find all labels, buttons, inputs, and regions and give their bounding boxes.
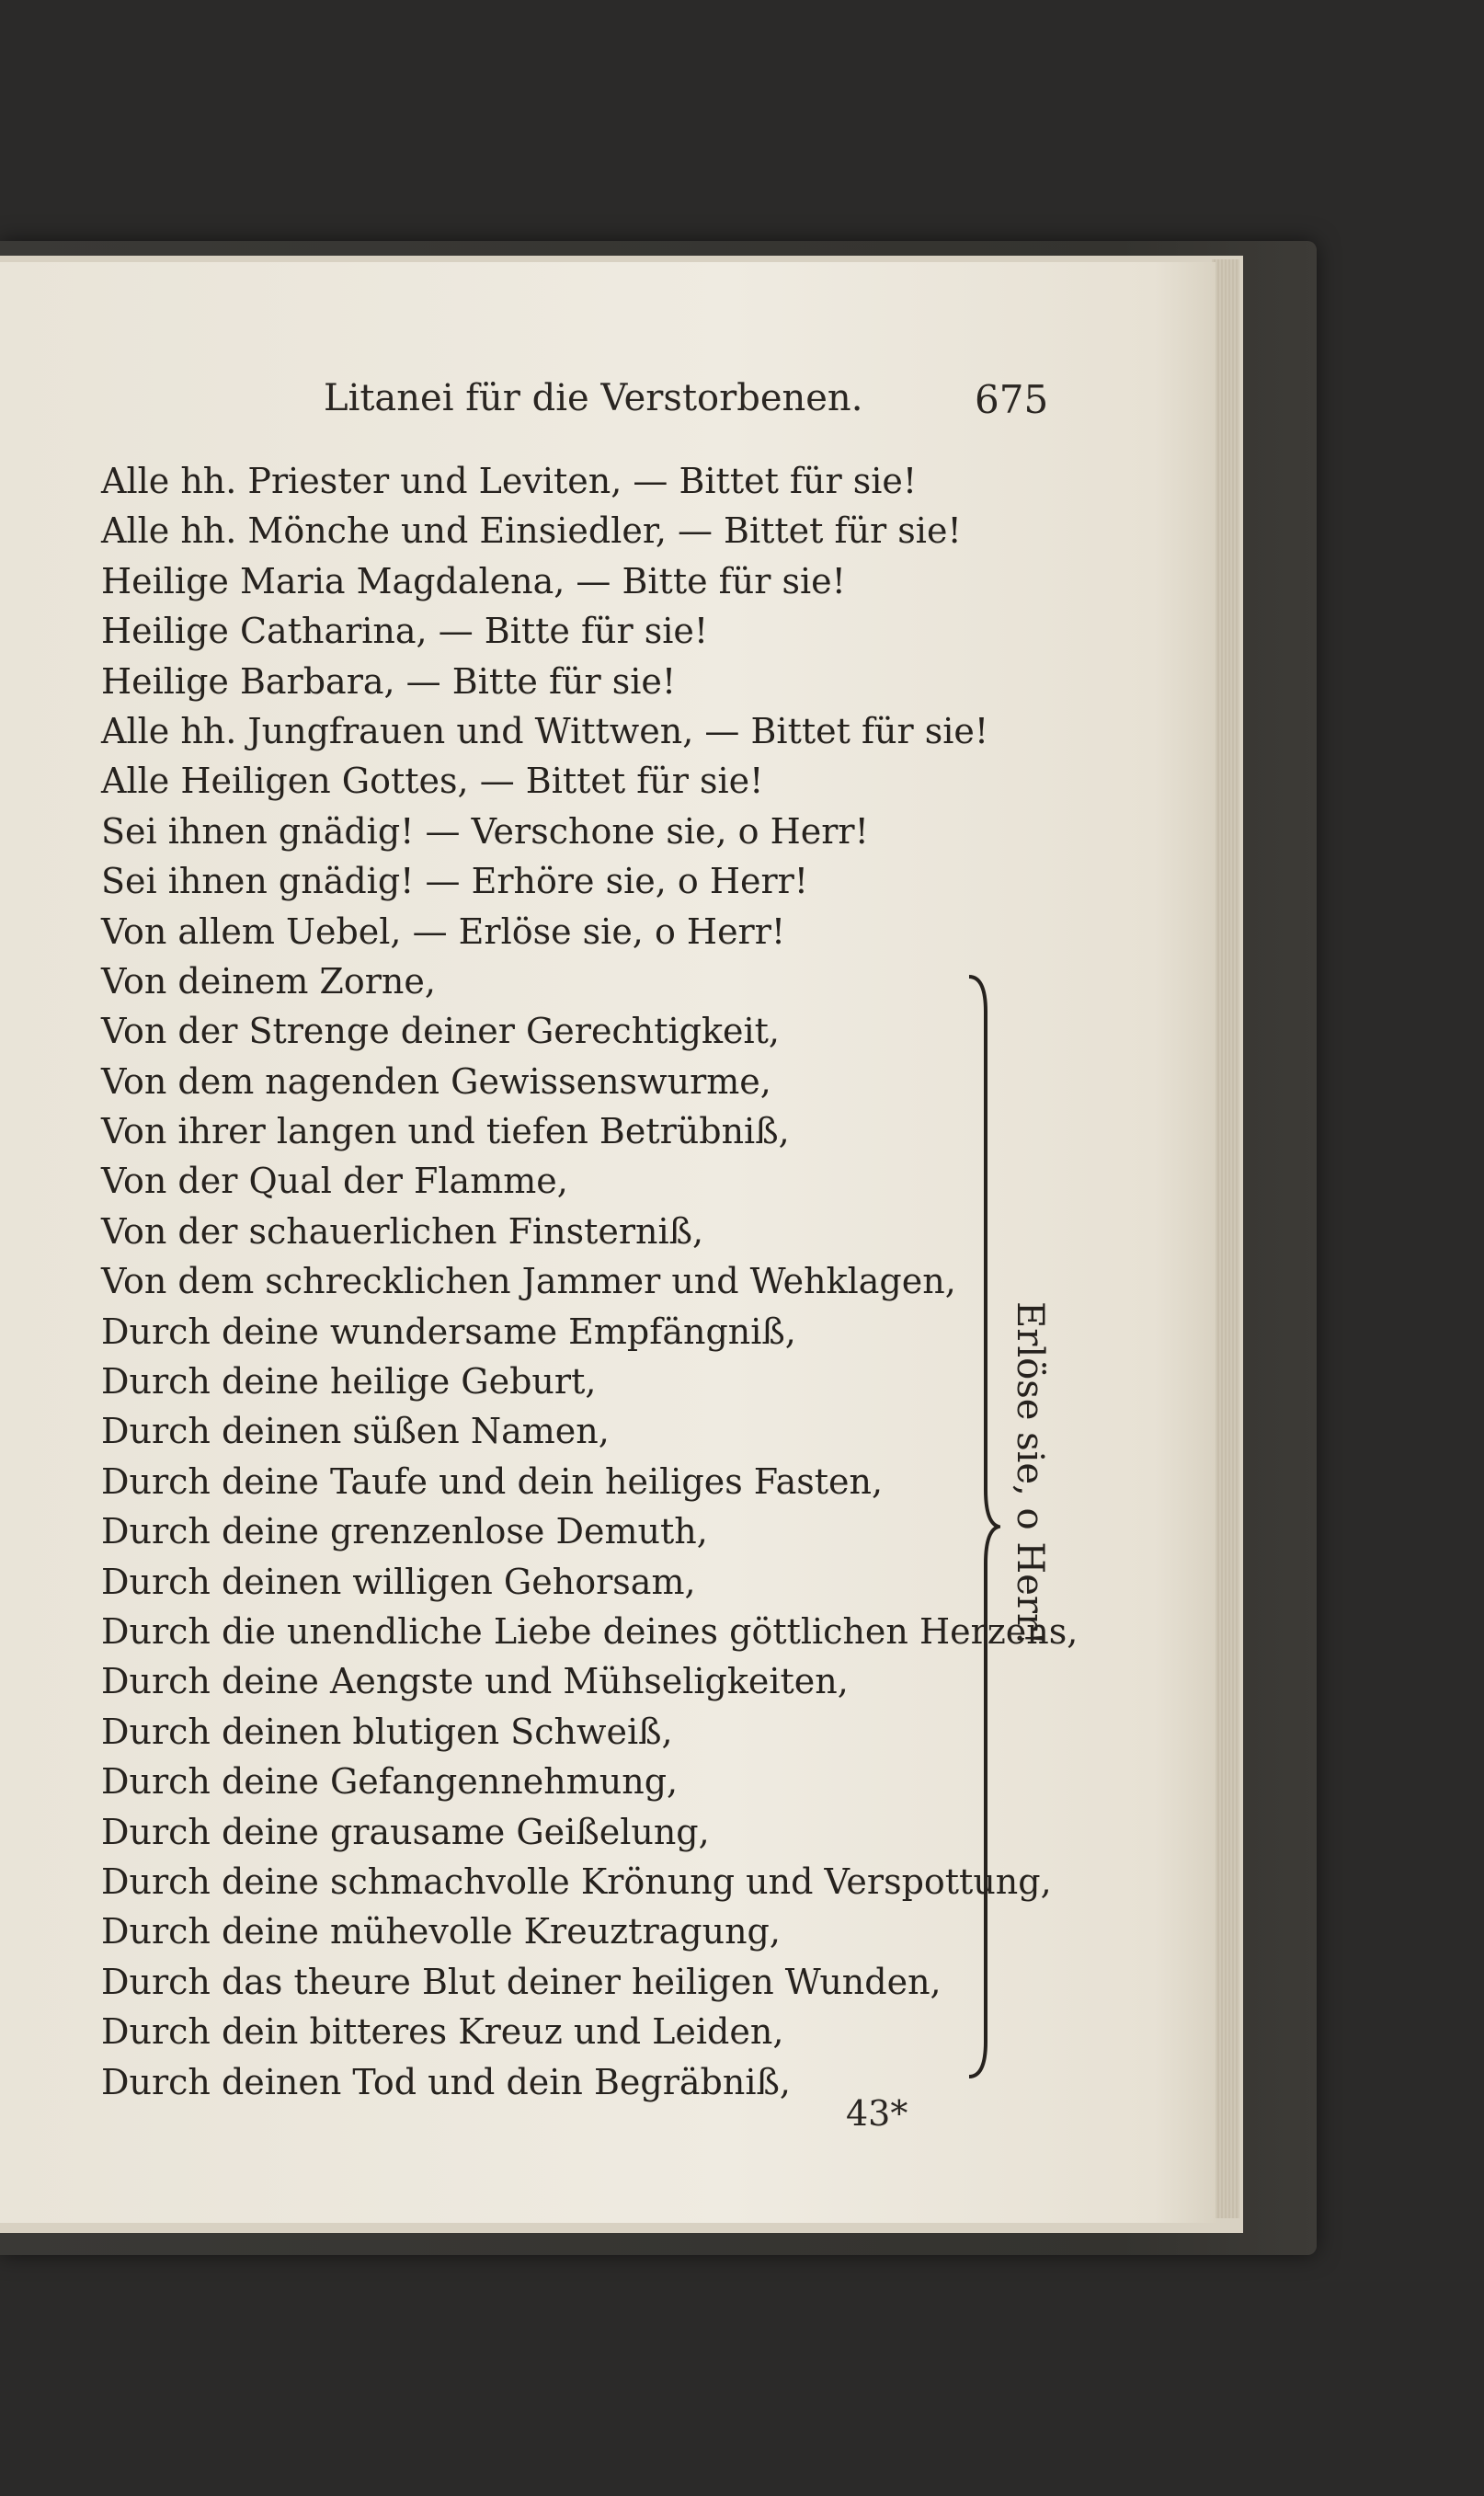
litany-line: Durch die unendliche Liebe deines göttlichen Herzens, <box>101 1610 1079 1652</box>
litany-line: Von allem Uebel, — Erlöse sie, o Herr! <box>101 910 786 952</box>
litany-line: Durch deine schmachvolle Krönung und Verspottung, <box>101 1861 1052 1902</box>
litany-line: Durch das theure Blut deiner heiligen Wunden, <box>101 1961 942 2002</box>
litany-line: Von der schauerlichen Finsterniß, <box>101 1210 704 1252</box>
litany-line: Durch deine Gefangennehmung, <box>101 1761 679 1803</box>
litany-line: Durch deine wundersame Empfängniß, <box>101 1311 796 1352</box>
page-number: 675 <box>975 377 1049 422</box>
litany-line: Sei ihnen gnädig! — Erhöre sie, o Herr! <box>101 861 809 902</box>
brace-response: Erlöse sie, o Herr! <box>1009 1301 1051 1646</box>
litany-line: Alle hh. Mönche und Einsiedler, — Bittet für sie! <box>101 510 962 552</box>
litany-line: Alle hh. Jungfrauen und Wittwen, — Bittet für sie! <box>101 710 989 751</box>
signature-mark: 43* <box>846 2093 908 2134</box>
litany-line: Von deinem Zorne, <box>101 960 436 1002</box>
litany-line: Von der Strenge deiner Gerechtigkeit, <box>101 1011 780 1052</box>
litany-line: Heilige Catharina, — Bitte für sie! <box>101 611 709 652</box>
litany-line: Durch dein bitteres Kreuz und Leiden, <box>101 2011 784 2053</box>
page-edge <box>1212 259 1239 2218</box>
litany-line: Durch deinen süßen Namen, <box>101 1411 610 1452</box>
litany-line: Von der Qual der Flamme, <box>101 1161 568 1202</box>
litany-line: Alle Heiligen Gottes, — Bittet für sie! <box>101 761 764 802</box>
litany-line: Von ihrer langen und tiefen Betrübniß, <box>101 1111 790 1152</box>
litany-line: Sei ihnen gnädig! — Verschone sie, o Herr! <box>101 810 869 852</box>
litany-line: Heilige Barbara, — Bitte für sie! <box>101 660 677 702</box>
litany-line: Durch deine Aengste und Mühseligkeiten, <box>101 1661 849 1702</box>
litany-line: Durch deine Taufe und dein heiliges Fasten, <box>101 1460 884 1502</box>
litany-line: Alle hh. Priester und Leviten, — Bittet für sie! <box>101 461 918 501</box>
litany-line: Durch deine grenzenlose Demuth, <box>101 1511 708 1552</box>
litany-lines <box>101 456 1079 2107</box>
litany-line: Durch deine mühevolle Kreuztragung, <box>101 1911 781 1952</box>
litany-line: Heilige Maria Magdalena, — Bitte für sie! <box>101 560 846 601</box>
brace-response-wrapper <box>1002 1301 1057 1706</box>
litany-line: Durch deinen blutigen Schweiß, <box>101 1711 673 1752</box>
litany-line: Durch deinen willigen Gehorsam, <box>101 1561 696 1602</box>
running-header: Litanei für die Verstorbenen. <box>324 377 863 419</box>
litany-line: Durch deinen Tod und dein Begräbniß, <box>101 2061 791 2102</box>
litany-line: Von dem nagenden Gewissenswurme, <box>101 1060 771 1102</box>
litany-line: Durch deine heilige Geburt, <box>101 1361 597 1403</box>
litany-line: Durch deine grausame Geißelung, <box>101 1811 710 1852</box>
litany-line: Von dem schrecklichen Jammer und Wehklagen, <box>101 1261 956 1302</box>
curly-brace-icon <box>965 975 1000 2078</box>
